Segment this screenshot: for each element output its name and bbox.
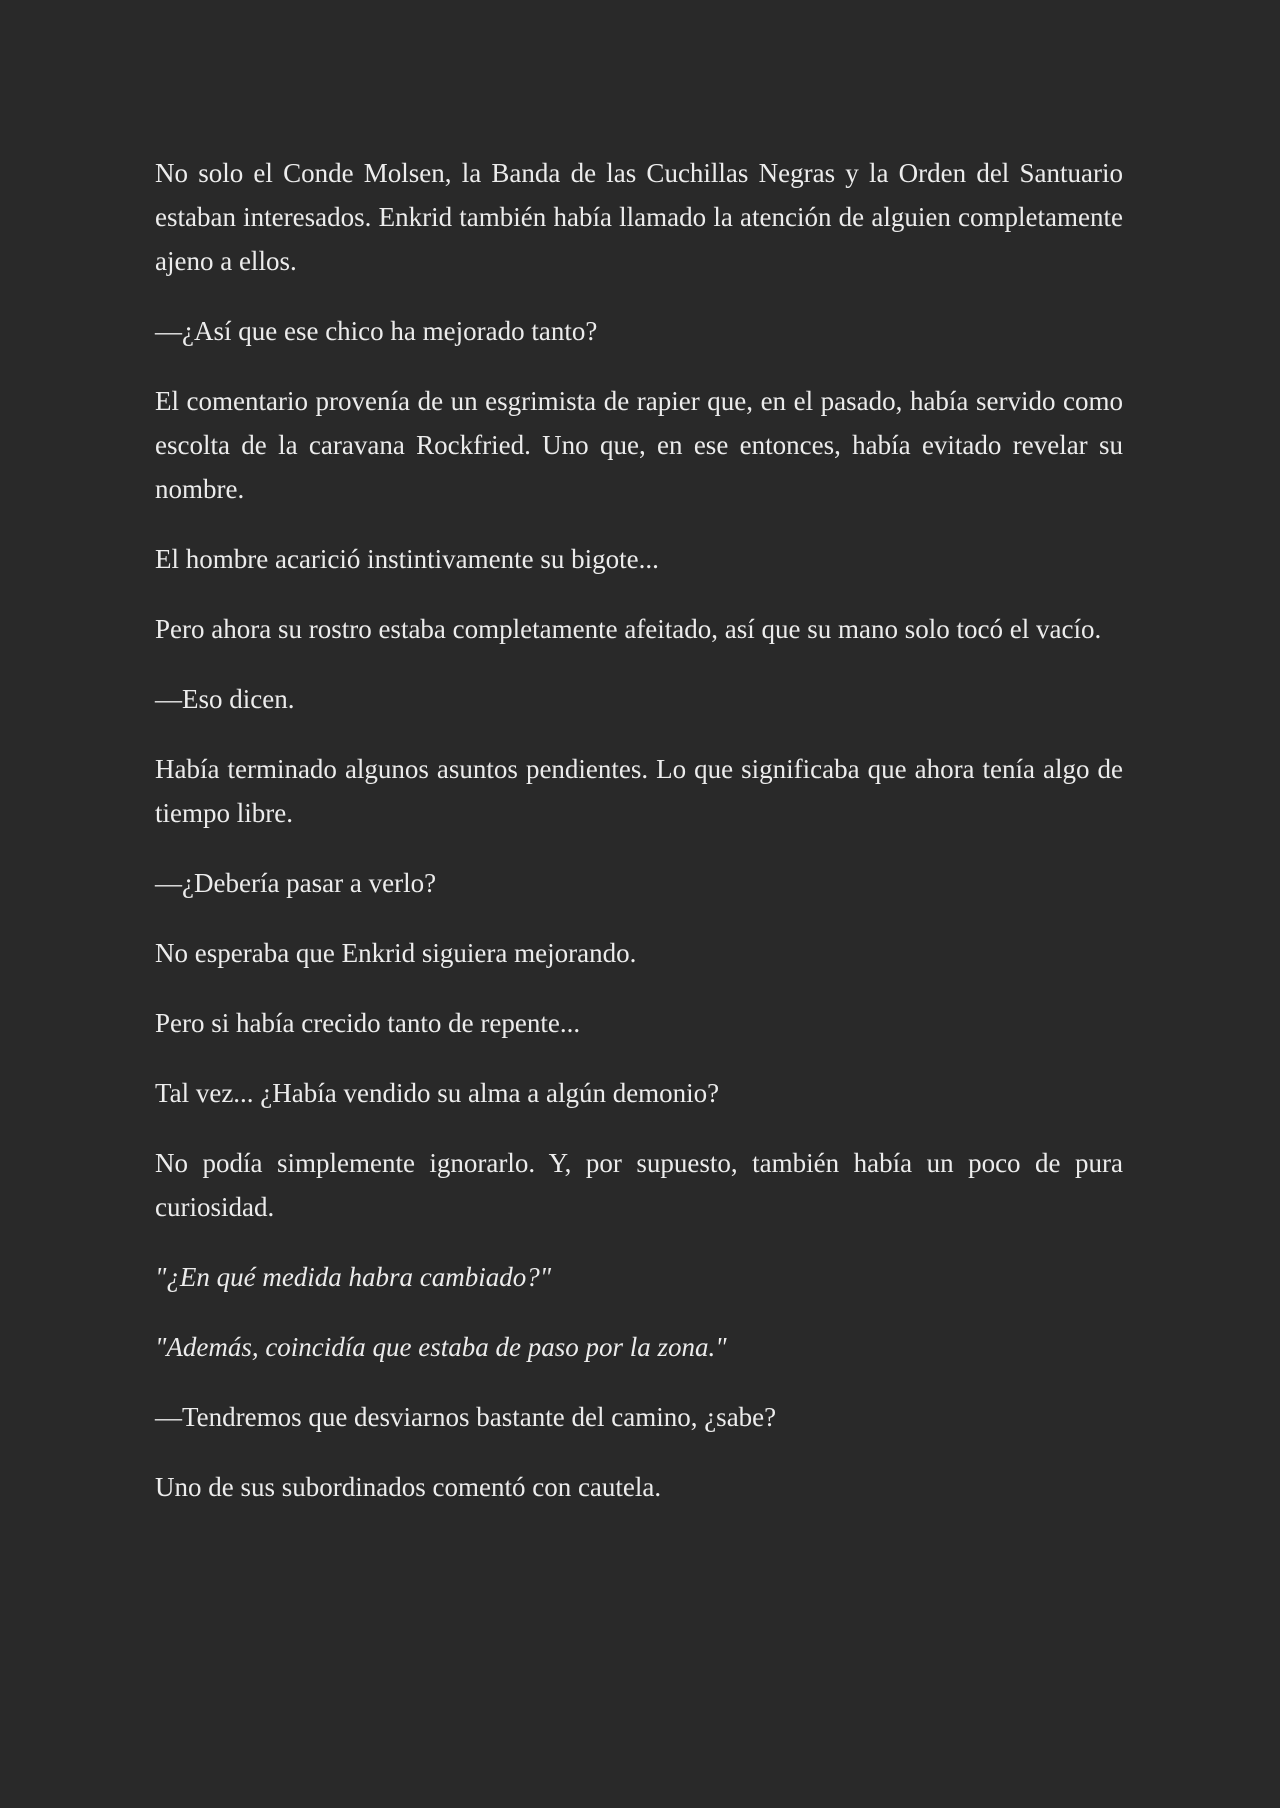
paragraph: Había terminado algunos asuntos pendientes. Lo que significaba que ahora tenía algo de tiempo libre. [155,754,1123,828]
chapter-text [155,151,1123,1535]
paragraph: No solo el Conde Molsen, la Banda de las Cuchillas Negras y la Orden del Santuario estaban interesados. Enkrid también había llamado la atención de alguien completamente ajeno a ellos. [155,158,1123,276]
dialogue-line: —¿Debería pasar a verlo? [155,868,437,898]
paragraph: No podía simplemente ignorarlo. Y, por supuesto, también había un poco de pura curiosidad. [155,1148,1123,1222]
paragraph: El hombre acarició instintivamente su bigote... [155,544,659,574]
paragraph: No esperaba que Enkrid siguiera mejorando. [155,938,637,968]
dialogue-line: —Tendremos que desviarnos bastante del camino, ¿sabe? [155,1402,777,1432]
inner-thought: "¿En qué medida habra cambiado?" [155,1262,552,1292]
paragraph: Pero ahora su rostro estaba completamente afeitado, así que su mano solo tocó el vacío. [155,614,1102,644]
paragraph: Tal vez... ¿Había vendido su alma a algún demonio? [155,1078,720,1108]
inner-thought: "Además, coincidía que estaba de paso por la zona." [155,1332,727,1362]
paragraph: Uno de sus subordinados comentó con cautela. [155,1472,662,1502]
paragraph: El comentario provenía de un esgrimista de rapier que, en el pasado, había servido como escolta de la caravana Rockfried. Uno que, en ese entonces, había evitado revelar su nombre. [155,386,1123,504]
paragraph: Pero si había crecido tanto de repente... [155,1008,581,1038]
dialogue-line: —¿Así que ese chico ha mejorado tanto? [155,316,598,346]
dialogue-line: —Eso dicen. [155,684,295,714]
